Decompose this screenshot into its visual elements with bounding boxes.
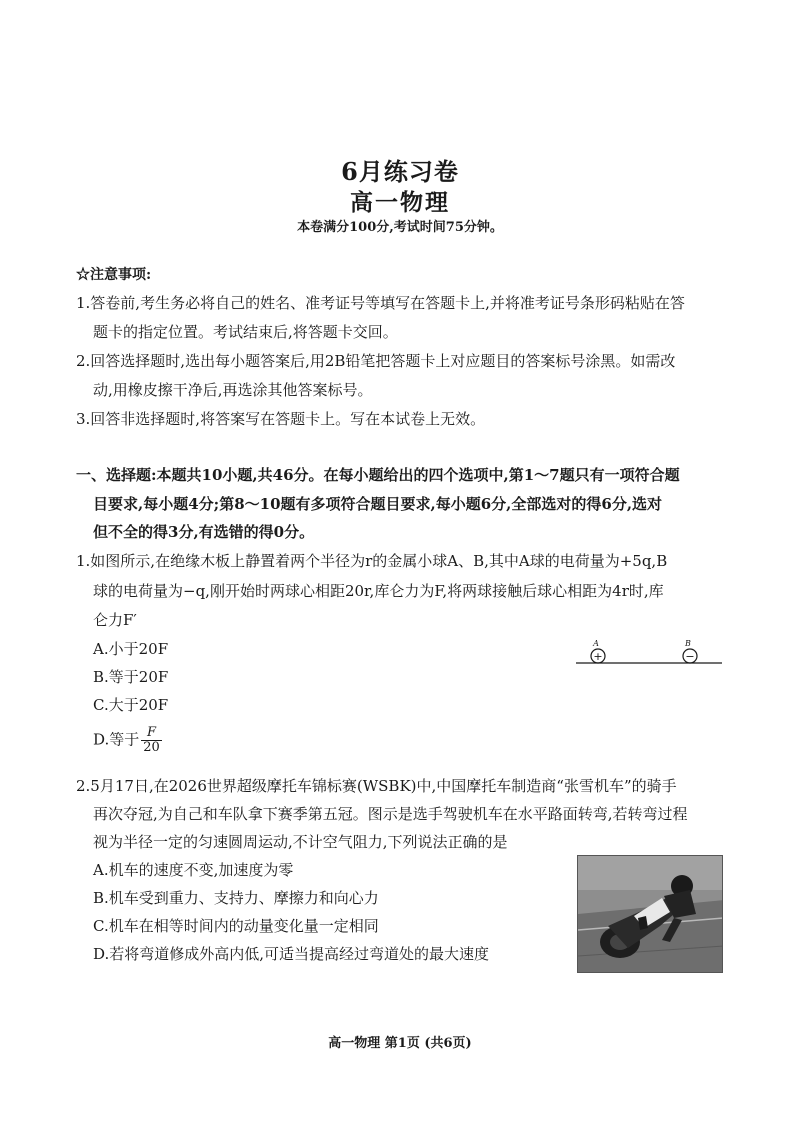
notice-line-2: 题卡的指定位置。考试结束后,将答题卡交回。 <box>93 323 398 341</box>
q1-figure-two-spheres <box>576 636 722 672</box>
section1-line-2: 目要求,每小题4分;第8～10题有多项符合题目要求,每小题6分,全部选对的得6分,选对 <box>93 495 663 513</box>
notice-line-1: 1.答卷前,考生务必将自己的姓名、准考证号等填写在答题卡上,并将准考证号条形码粘贴在答 <box>76 294 685 312</box>
q1-option-d-prefix: D.等于 <box>93 730 140 749</box>
motorcycle-photo <box>577 855 723 973</box>
fraction-denominator: 20 <box>143 740 160 755</box>
q1-stem-line-2: 球的电荷量为−q,刚开始时两球心相距20r,库仑力为F,将两球接触后球心相距为4r时,库 <box>93 582 664 600</box>
q1-stem-line-3: 仑力F′ <box>93 611 137 629</box>
notice-line-4: 动,用橡皮擦干净后,再选涂其他答案标号。 <box>93 381 373 399</box>
q1-option-d-fraction <box>141 726 162 755</box>
q1-option-a: A.小于20F <box>93 640 169 658</box>
q1-stem-line-1: 1.如图所示,在绝缘木板上静置着两个半径为r的金属小球A、B,其中A球的电荷量为+5q,B <box>76 552 668 570</box>
q1-option-d <box>93 726 162 755</box>
notice-line-5: 3.回答非选择题时,将答案写在答题卡上。写在本试卷上无效。 <box>76 410 486 428</box>
label-b: B <box>685 639 691 648</box>
q1-option-b: B.等于20F <box>93 668 169 686</box>
label-a: A <box>593 639 599 648</box>
fraction-numerator: F <box>141 726 162 741</box>
q2-option-b: B.机车受到重力、支持力、摩擦力和向心力 <box>93 889 379 907</box>
section1-line-1: 一、选择题:本题共10小题,共46分。在每小题给出的四个选项中,第1～7题只有一项符合题 <box>76 466 680 484</box>
notice-heading: ☆注意事项: <box>76 267 152 283</box>
motorcycle-rider-icon <box>578 856 723 973</box>
q1-option-c: C.大于20F <box>93 696 169 714</box>
notice-line-3: 2.回答选择题时,选出每小题答案后,用2B铅笔把答题卡上对应题目的答案标号涂黑。如需改 <box>76 352 676 370</box>
page-footer: 高一物理 第1页 (共6页) <box>328 1036 472 1051</box>
q2-option-a: A.机车的速度不变,加速度为零 <box>93 861 294 879</box>
section1-line-3: 但不全的得3分,有选错的得0分。 <box>93 523 315 541</box>
q2-option-c: C.机车在相等时间内的动量变化量一定相同 <box>93 917 379 935</box>
subject-title: 高一物理 <box>350 189 450 216</box>
q2-option-d: D.若将弯道修成外高内低,可适当提高经过弯道处的最大速度 <box>93 945 490 963</box>
sphere-b-sign: − <box>685 650 695 663</box>
q2-stem-line-2: 再次夺冠,为自己和车队拿下赛季第五冠。图示是选手驾驶机车在水平路面转弯,若转弯过程 <box>93 805 688 823</box>
page-title: 6月练习卷 <box>341 157 459 186</box>
exam-info: 本卷满分100分,考试时间75分钟。 <box>297 220 503 235</box>
q2-stem-line-3: 视为半径一定的匀速圆周运动,不计空气阻力,下列说法正确的是 <box>93 833 508 851</box>
q2-stem-line-1: 2.5月17日,在2026世界超级摩托车锦标赛(WSBK)中,中国摩托车制造商“张雪机车”的骑手 <box>76 777 677 795</box>
sphere-a-sign: + <box>593 650 603 663</box>
